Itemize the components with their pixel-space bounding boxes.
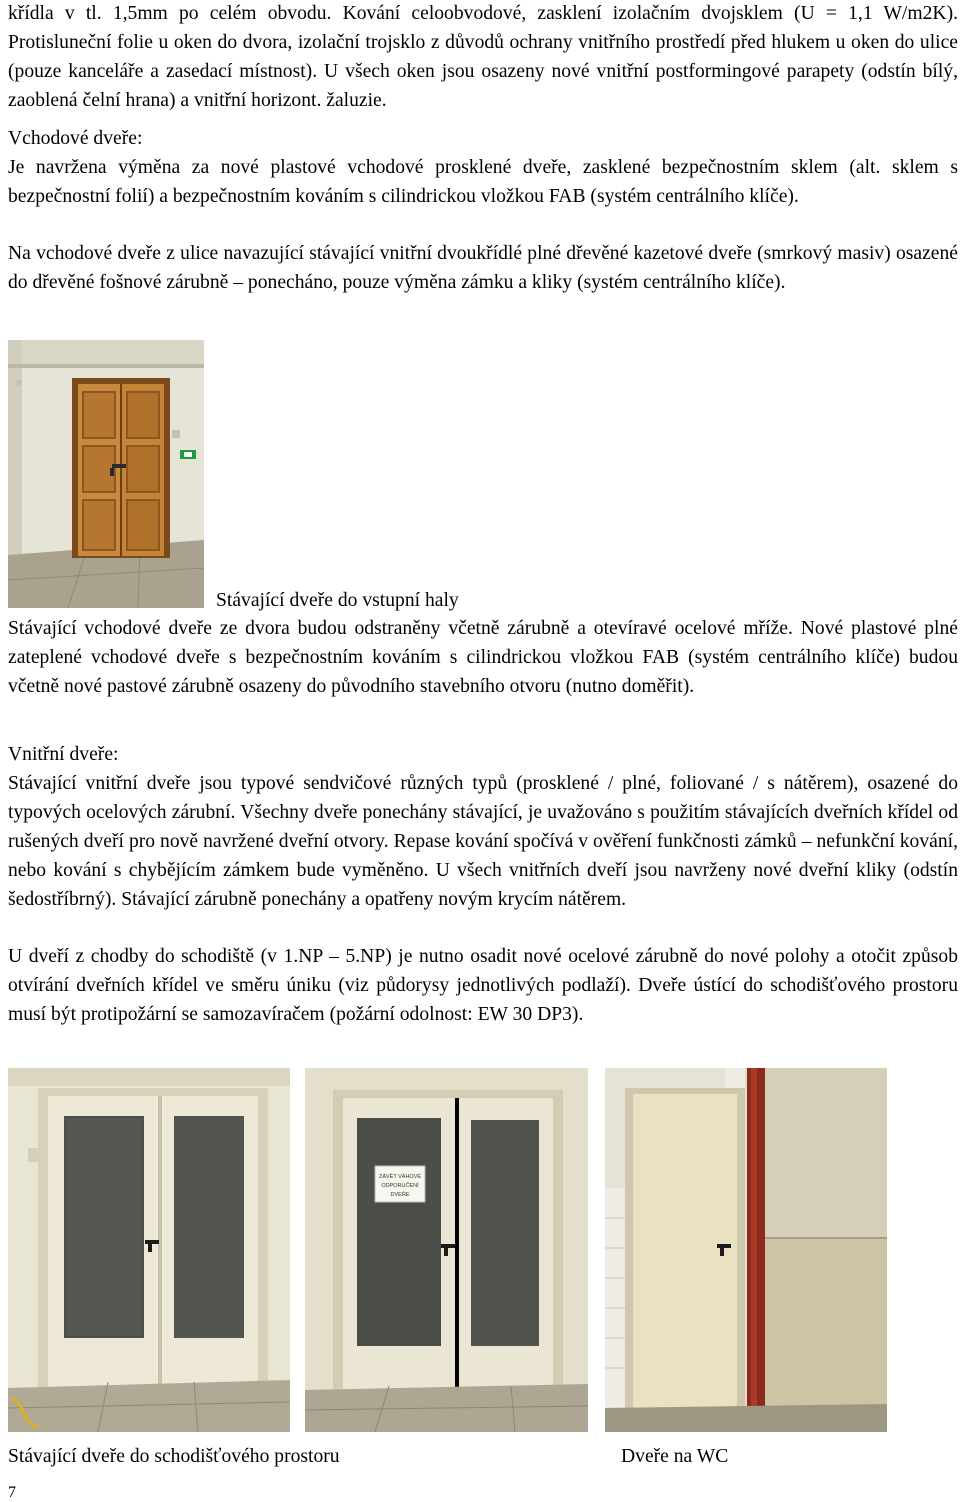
paragraph-interior-doors: Stávající vnitřní dveře jsou typové sendvičové různých typů (prosklené / plné, foliované / s nátěrem), osazené do typových ocelových zárubní. Všechny dveře ponechány stávající, je uvažováno s použitím stávajících dveřních křídel od rušených dveří pro nově navržené dveřní otvory. Repase kování spočívá v ověření funkčnosti zámků – nefunkční kování, nebo kování s chybějícím zámkem bude vyměněno. U všech vnitřních dveří jsou navrženy nové dveřní kliky (odstín šedostříbrný). Stávající zárubně ponechány a opatřeny novým krycím nátěrem. bbox=[8, 773, 958, 910]
caption-wc-door: Dveře na WC bbox=[621, 1446, 729, 1467]
door-sign: ZÁVĚT VÁHOVÉ bbox=[378, 1174, 422, 1180]
heading-interior-doors: Vnitřní dveře: bbox=[8, 744, 119, 765]
door-sign: ODPORUČENÍ bbox=[381, 1183, 419, 1189]
photo-staircase-doors-1 bbox=[8, 1068, 290, 1432]
caption-entrance-hall: Stávající dveře do vstupní haly bbox=[216, 590, 459, 611]
photo-entrance-hall-doors bbox=[8, 340, 204, 608]
caption-staircase-doors: Stávající dveře do schodišťového prostoru bbox=[8, 1446, 340, 1467]
photo-staircase-doors-2 bbox=[305, 1068, 588, 1432]
paragraph-staircase-doors: U dveří z chodby do schodiště (v 1.NP – 5.NP) je nutno osadit nové ocelové zárubně do nové polohy a otočit způsob otvírání dveřních křídel ve směru úniku (viz půdorysy jednotlivých podlaží). Dveře ústící do schodišťového prostoru musí být protipožární se samozavíračem (požární odolnost: EW 30 DP3). bbox=[8, 946, 958, 1025]
paragraph-entrance-replacement: Je navržena výměna za nové plastové vchodové prosklené dveře, zasklené bezpečnostním sklem (alt. sklem s bezpečnostní folií) a bezpečnostním kováním s cilindrickou vložkou FAB (systém centrálního klíče). bbox=[8, 157, 958, 207]
page-number: 7 bbox=[8, 1484, 16, 1501]
heading-entrance-doors: Vchodové dveře: bbox=[8, 128, 143, 149]
photo-wc-door bbox=[605, 1068, 887, 1432]
paragraph-street-doors: Na vchodové dveře z ulice navazující stávající vnitřní dvoukřídlé plné dřevěné kazetové dveře (smrkový masiv) osazené do dřevěné fošnové zárubně – ponecháno, pouze výměna zámku a kliky (systém centrálního klíče). bbox=[8, 243, 958, 293]
paragraph-windows: křídla v tl. 1,5mm po celém obvodu. Kování celoobvodové, zasklení izolačním dvojsklem (U = 1,1 W/m2K). Protisluneční folie u oken do dvora, izolační trojsklo z důvodů ochrany vnitřního prostředí před hlukem u oken do ulice (pouze kanceláře a zasedací místnost). U všech oken jsou osazeny nové vnitřní postformingové parapety (odstín bílý, zaoblená čelní hrana) a vnitřní horizont. žaluzie. bbox=[8, 3, 958, 111]
door-sign: DVEŘE bbox=[390, 1192, 410, 1198]
paragraph-courtyard-doors: Stávající vchodové dveře ze dvora budou odstraněny včetně zárubně a otevíravé ocelové mříže. Nové plastové plné zateplené vchodové dveře s bezpečnostním kováním s cilindrickou vložkou FAB (systém centrálního klíče) budou včetně nové pastové zárubně osazeny do původního stavebního otvoru (nutno doměřit). bbox=[8, 618, 958, 697]
